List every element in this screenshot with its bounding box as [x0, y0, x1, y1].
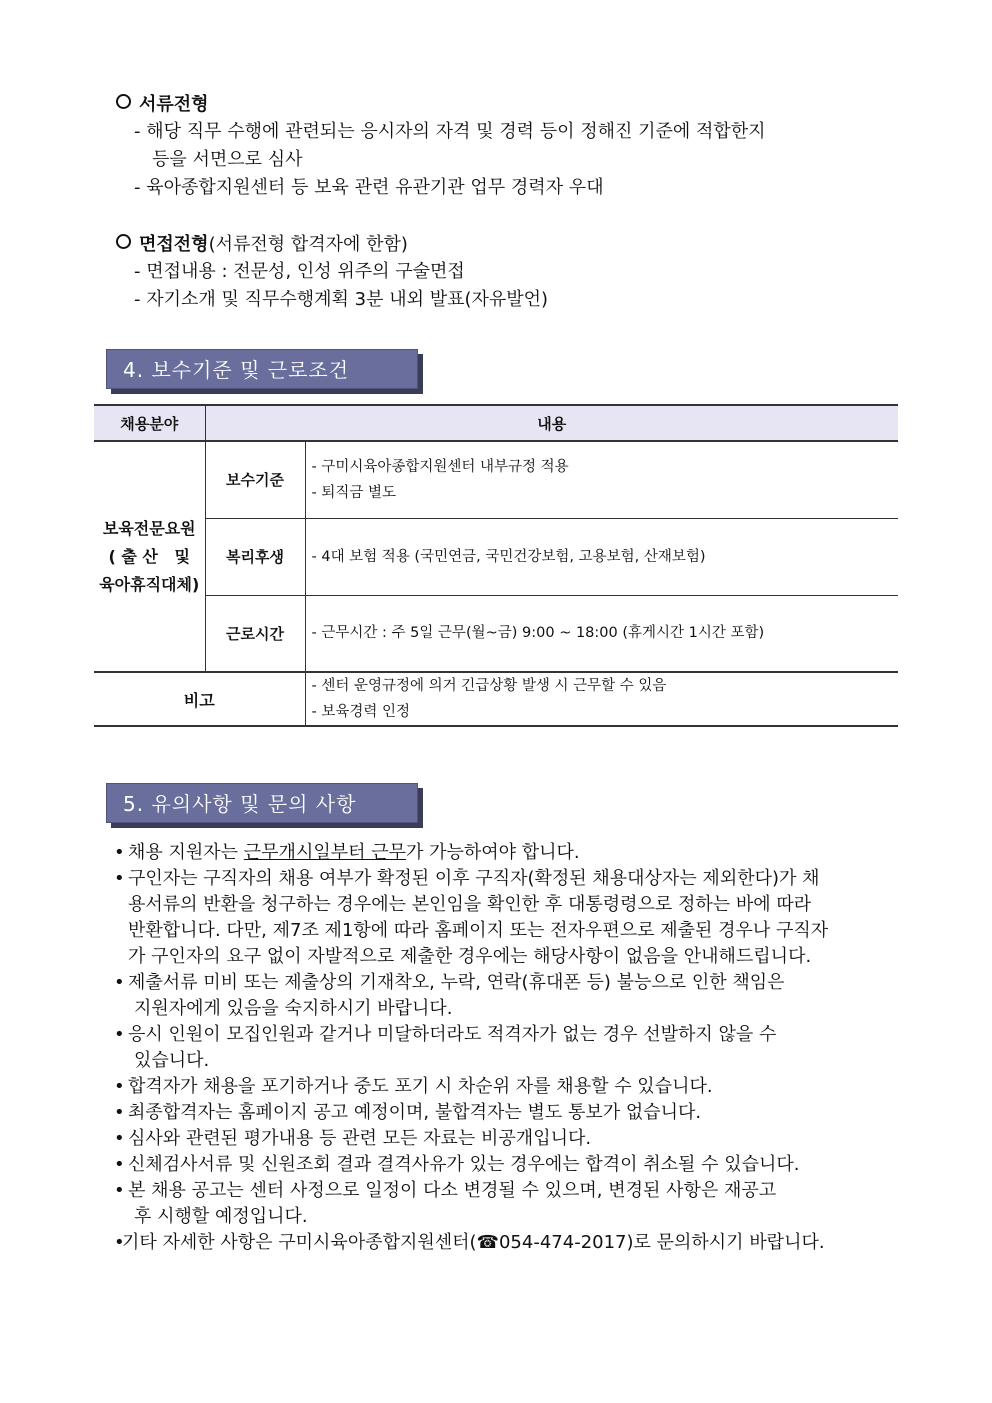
bullet-dot-icon: •: [114, 1154, 125, 1175]
remark-content: - 센터 운영규정에 의거 긴급상황 발생 시 근무할 수 있음 - 보육경력 인정: [305, 672, 898, 726]
bullet-dot-icon: •: [114, 1232, 125, 1253]
bullet-dot-icon: •: [114, 1076, 125, 1097]
row-content: - 근무시간 : 주 5일 근무(월~금) 9:00 ~ 18:00 (휴게시간 1시간 포함): [305, 595, 898, 672]
list-item: • 구인자는 구직자의 채용 여부가 확정된 이후 구직자(확정된 채용대상자는 제외한다)가 채 용서류의 반환을 청구하는 경우에는 본인임을 확인한 후 대통령령으로 정하는 바에 따라 반환합니다. 다만, 제7조 제1항에 따라 홈페이지 또는 전자우편으로 제출된 경우나 구직자 가 구인자의 요구 없이 자발적으로 제출한 경우에는 해당사항이 없음을 안내해드립니다.: [114, 868, 829, 967]
bullet-dot-icon: •: [114, 868, 125, 889]
col-header-content: 내용: [205, 405, 898, 441]
bullet-dot-icon: •: [114, 1128, 125, 1149]
col-header-field: 채용분야: [94, 405, 205, 441]
row-content: - 4대 보험 적용 (국민연금, 국민건강보험, 고용보험, 산재보험): [305, 518, 898, 595]
screening-line: - 육아종합지원센터 등 보육 관련 유관기관 업무 경력자 우대: [134, 177, 604, 198]
conditions-table: [94, 404, 898, 727]
screening-heading: 서류전형: [116, 90, 209, 116]
row-label: 근로시간: [205, 595, 305, 672]
list-item: • 심사와 관련된 평가내용 등 관련 모든 자료는 비공개입니다.: [114, 1126, 904, 1152]
section-5-title: 5. 유의사항 및 문의 사항: [106, 783, 418, 823]
section-4-title: 4. 보수기준 및 근로조건: [106, 349, 418, 389]
table-row: [94, 518, 898, 595]
list-item: • 본 채용 공고는 센터 사정으로 일정이 다소 변경될 수 있으며, 변경된 사항은 재공고 후 시행할 예정입니다.: [114, 1180, 777, 1227]
field-cell: 보육전문요원 ( 출 산 및 육아휴직대체): [94, 441, 205, 672]
screening-line: - 해당 직무 수행에 관련되는 응시자의 자격 및 경력 등이 정해진 기준에 적합한지: [134, 121, 766, 142]
row-label: 보수기준: [205, 441, 305, 518]
row-content: - 구미시육아종합지원센터 내부규정 적용 - 퇴직금 별도: [305, 441, 898, 518]
bullet-dot-icon: •: [114, 972, 125, 993]
interview-line: - 자기소개 및 직무수행계획 3분 내외 발표(자유발언): [134, 289, 549, 310]
remark-label: 비고: [94, 672, 305, 726]
bullet-dot-icon: •: [114, 1024, 125, 1045]
row-label: 복리후생: [205, 518, 305, 595]
list-item: • 기타 자세한 사항은 구미시육아종합지원센터(☎054-474-2017)로 문의하시기 바랍니다.: [114, 1230, 904, 1256]
list-item: • 신체검사서류 및 신원조회 결과 결격사유가 있는 경우에는 합격이 취소될 수 있습니다.: [114, 1152, 904, 1178]
bullet-dot-icon: •: [114, 1102, 125, 1123]
circle-bullet-icon: [116, 234, 131, 249]
screening-line: 등을 서면으로 심사: [152, 149, 303, 170]
bullet-dot-icon: •: [114, 842, 125, 863]
list-item: • 채용 지원자는 근무개시일부터 근무가 가능하여야 합니다.: [114, 840, 904, 866]
interview-heading: 면접전형(서류전형 합격자에 한함): [116, 230, 408, 256]
notice-list: [114, 840, 904, 1256]
bullet-dot-icon: •: [114, 1180, 125, 1201]
circle-bullet-icon: [116, 94, 131, 109]
telephone-icon: ☎: [476, 1232, 499, 1253]
remark-row: [94, 672, 898, 726]
table-row: [94, 595, 898, 672]
list-item: • 최종합격자는 홈페이지 공고 예정이며, 불합격자는 별도 통보가 없습니다.: [114, 1100, 904, 1126]
list-item: • 제출서류 미비 또는 제출상의 기재착오, 누락, 연락(휴대폰 등) 불능으로 인한 책임은 지원자에게 있음을 숙지하시기 바랍니다.: [114, 972, 785, 1019]
list-item: • 합격자가 채용을 포기하거나 중도 포기 시 차순위 자를 채용할 수 있습니다.: [114, 1074, 904, 1100]
list-item: • 응시 인원이 모집인원과 같거나 미달하더라도 적격자가 없는 경우 선발하지 않을 수 있습니다.: [114, 1024, 777, 1071]
table-header-row: [94, 405, 898, 441]
table-row: [94, 441, 898, 518]
interview-line: - 면접내용 : 전문성, 인성 위주의 구술면접: [134, 261, 465, 282]
